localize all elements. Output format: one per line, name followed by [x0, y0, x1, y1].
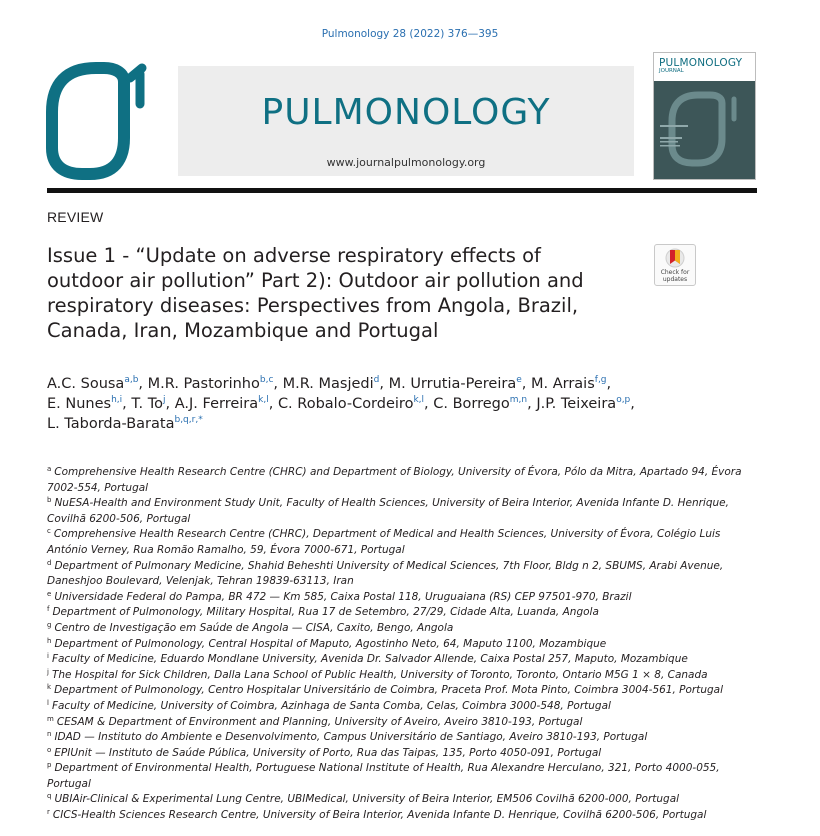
- affiliation-text: 7002-554, Portugal: [47, 481, 149, 494]
- author-affiliation-marker[interactable]: f,g: [594, 375, 607, 385]
- author-name[interactable]: C. Borrego: [433, 396, 510, 412]
- affiliation-key: e: [47, 589, 52, 598]
- journal-banner: [178, 66, 634, 176]
- cover-journal-word: JOURNAL: [659, 68, 684, 74]
- affiliation-line: [47, 605, 767, 621]
- affiliation-line: [47, 808, 767, 824]
- affiliation-item: [47, 527, 767, 558]
- author-separator: ,: [268, 396, 278, 412]
- author-separator: ,: [138, 376, 148, 392]
- affiliation-key: d: [47, 558, 52, 567]
- check-for-updates-button[interactable]: [654, 244, 696, 286]
- affiliation-text: UBIAir-Clinical & Experimental Lung Centre, UBIMedical, University of Beira Interior, EM506 Covilhã 6200-000, Portugal: [54, 793, 680, 806]
- author-name[interactable]: M. Urrutia-Pereira: [388, 376, 517, 392]
- affiliation-key: m: [47, 714, 54, 723]
- affiliation-text: Faculty of Medicine, University of Coimbra, Azinhaga de Santa Comba, Celas, Coimbra 3000-548, Portugal: [51, 699, 611, 712]
- author-affiliation-marker[interactable]: o,p: [616, 395, 631, 405]
- affiliation-text: Faculty of Medicine, Eduardo Mondlane University, Avenida Dr. Salvador Allende, Caixa Postal 257, Maputo, Mozambique: [51, 653, 688, 666]
- author-name[interactable]: L. Taborda-Barata: [47, 416, 175, 432]
- affiliation-key: r: [47, 808, 50, 817]
- journal-citation[interactable]: Pulmonology 28 (2022) 376—395: [321, 28, 499, 40]
- affiliation-text: Comprehensive Health Research Centre (CHRC) and Department of Biology, University of Évora, Pólo da Mitra, Apartado 94, Évora: [54, 466, 742, 478]
- affiliation-item: [47, 668, 767, 684]
- title-line: Issue 1 - “Update on adverse respiratory effects of: [47, 244, 541, 267]
- affiliation-text: Department of Environmental Health, Portuguese National Institute of Health, Rua Alexandre Herculano, 321, Porto 4000-055,: [54, 762, 720, 775]
- author-separator: ,: [122, 396, 132, 412]
- affiliation-text: Department of Pulmonology, Central Hospital of Maputo, Agostinho Neto, 64, Maputo 1100, Mozambique: [54, 637, 607, 650]
- author-separator: ,: [165, 396, 175, 412]
- affiliation-item: [47, 465, 767, 496]
- article-title: [47, 243, 642, 343]
- affiliation-key: p: [47, 761, 52, 770]
- title-line: Canada, Iran, Mozambique and Portugal: [47, 319, 439, 342]
- affiliation-key: n: [47, 730, 52, 739]
- author-affiliation-marker[interactable]: e: [516, 375, 522, 385]
- affiliation-key: l: [47, 698, 49, 707]
- author-separator: ,: [273, 376, 283, 392]
- affiliation-line: [47, 761, 767, 777]
- journal-cover-thumbnail[interactable]: [653, 52, 756, 180]
- affiliation-text: IDAD — Instituto do Ambiente e Desenvolvimento, Campus Universitário de Santiago, Aveiro 3810-193, Portugal: [54, 731, 648, 744]
- affiliation-key: i: [47, 652, 49, 661]
- affiliation-text: NuESA-Health and Environment Study Unit, Faculty of Health Sciences, University of Beira Interior, Avenida Infante D. Henrique,: [54, 497, 729, 510]
- affiliation-item: [47, 808, 767, 824]
- author-name[interactable]: A.C. Sousa: [47, 376, 125, 392]
- affiliation-item: [47, 761, 767, 792]
- affiliation-line: [47, 574, 767, 590]
- affiliation-key: j: [47, 667, 49, 676]
- affiliation-item: [47, 590, 767, 606]
- affiliation-item: [47, 496, 767, 527]
- affiliation-line: [47, 792, 767, 808]
- author-separator: ,: [521, 376, 531, 392]
- journal-url-link[interactable]: www.journalpulmonology.org: [326, 156, 486, 169]
- author-list: [47, 374, 767, 434]
- cover-image-panel: [654, 81, 756, 180]
- author-separator: ,: [379, 376, 389, 392]
- title-line: outdoor air pollution” Part 2): Outdoor air pollution and: [47, 269, 584, 292]
- affiliation-line: [47, 543, 767, 559]
- affiliation-item: [47, 637, 767, 653]
- affiliation-line: [47, 496, 767, 512]
- author-affiliation-marker[interactable]: m,n: [509, 395, 528, 405]
- author-name[interactable]: E. Nunes: [47, 396, 112, 412]
- journal-name: PULMONOLOGY: [261, 92, 551, 133]
- cover-logo-icon: [654, 81, 756, 180]
- title-line: respiratory diseases: Perspectives from Angola, Brazil,: [47, 294, 579, 317]
- affiliation-key: a: [47, 465, 52, 473]
- affiliation-key: h: [47, 636, 52, 645]
- affiliation-text: Department of Pulmonary Medicine, Shahid Beheshti University of Medical Sciences, 7th Floor, Bldg n 2, SBUMS, Arabi Avenue,: [54, 559, 724, 572]
- author-name[interactable]: M. Arrais: [530, 376, 595, 392]
- author-name[interactable]: A.J. Ferreira: [174, 396, 259, 412]
- affiliation-item: [47, 730, 767, 746]
- affiliation-line: [47, 652, 767, 668]
- affiliation-line: [47, 637, 767, 653]
- affiliation-line: [47, 621, 767, 637]
- affiliation-text: Daneshjoo Boulevard, Velenjak, Tehran 19839-63113, Iran: [47, 575, 354, 588]
- affiliation-item: [47, 699, 767, 715]
- affiliation-key: o: [47, 745, 52, 754]
- affiliation-key: k: [47, 683, 52, 692]
- article-type-label: REVIEW: [47, 209, 104, 225]
- affiliation-item: [47, 652, 767, 668]
- affiliation-item: [47, 559, 767, 590]
- affiliation-text: António Verney, Rua Romão Ramalho, 59, Évora 7000-671, Portugal: [47, 543, 405, 556]
- affiliation-line: [47, 715, 767, 731]
- affiliation-key: c: [47, 527, 51, 536]
- affiliation-text: CESAM & Department of Environment and Planning, University of Aveiro, Aveiro 3810-193, Portugal: [56, 715, 583, 728]
- author-affiliation-marker[interactable]: k,l: [413, 395, 425, 405]
- affiliation-line: [47, 683, 767, 699]
- affiliation-line: [47, 730, 767, 746]
- affiliation-line: [47, 699, 767, 715]
- author-affiliation-marker[interactable]: b,q,r,*: [174, 415, 203, 425]
- affiliation-text: The Hospital for Sick Children, Dalla Lana School of Public Health, University of Toronto, Toronto, Ontario M5G 1 × 8, Canada: [51, 668, 708, 681]
- affiliation-line: [47, 668, 767, 684]
- affiliation-line: [47, 590, 767, 606]
- affiliation-key: g: [47, 620, 52, 629]
- affiliation-item: [47, 605, 767, 621]
- affiliation-item: [47, 683, 767, 699]
- affiliation-line: [47, 512, 767, 528]
- author-name[interactable]: T. To: [131, 396, 164, 412]
- author-affiliation-marker[interactable]: a,b: [124, 375, 139, 385]
- author-line: [47, 414, 767, 434]
- affiliation-list: [47, 465, 767, 824]
- author-name[interactable]: C. Robalo-Cordeiro: [277, 396, 414, 412]
- affiliation-item: [47, 792, 767, 808]
- author-separator: ,: [606, 376, 612, 392]
- author-separator: ,: [527, 396, 537, 412]
- author-name[interactable]: M.R. Pastorinho: [147, 376, 260, 392]
- affiliation-line: [47, 481, 767, 497]
- author-separator: ,: [630, 396, 635, 412]
- affiliation-line: [47, 777, 767, 793]
- author-separator: ,: [424, 396, 434, 412]
- affiliation-item: [47, 715, 767, 731]
- affiliation-text: Comprehensive Health Research Centre (CHRC), Department of Medical and Health Sciences, University of Évora, Colégio Luis: [53, 528, 721, 541]
- author-name[interactable]: J.P. Teixeira: [536, 396, 617, 412]
- affiliation-key: f: [47, 605, 50, 614]
- affiliation-line: [47, 746, 767, 762]
- author-line: [47, 374, 767, 394]
- bookmark-icon: [655, 245, 695, 269]
- affiliation-text: Department of Pulmonology, Military Hospital, Rua 17 de Setembro, 27/29, Cidade Alta, Luanda, Angola: [52, 606, 599, 619]
- author-affiliation-marker[interactable]: j: [163, 395, 166, 405]
- affiliation-text: Portugal: [47, 777, 91, 790]
- check-for-updates-label: Check for updates: [660, 269, 690, 283]
- author-affiliation-marker[interactable]: d: [373, 375, 380, 385]
- affiliation-line: [47, 559, 767, 575]
- affiliation-item: [47, 621, 767, 637]
- author-affiliation-marker[interactable]: b,c: [259, 375, 274, 385]
- header-divider: [47, 188, 757, 193]
- affiliation-text: Department of Pulmonology, Centro Hospitalar Universitário de Coimbra, Praceta Prof. Mota Pinto, Coimbra 3004-561, Portugal: [54, 684, 724, 697]
- author-affiliation-marker[interactable]: k,l: [258, 395, 269, 405]
- affiliation-item: [47, 746, 767, 762]
- author-affiliation-marker[interactable]: h,i: [111, 395, 123, 405]
- affiliation-text: EPIUnit — Instituto de Saúde Pública, University of Porto, Rua das Taipas, 135, Porto 4050-091, Portugal: [54, 746, 602, 759]
- affiliation-text: Covilhã 6200-506, Portugal: [47, 512, 191, 525]
- affiliation-key: b: [47, 496, 52, 505]
- affiliation-text: CICS-Health Sciences Research Centre, University of Beira Interior, Avenida Infante D. Henrique, Covilhã 6200-506, Portugal: [52, 809, 707, 822]
- affiliation-line: [47, 527, 767, 543]
- affiliation-line: [47, 465, 767, 481]
- author-name[interactable]: M.R. Masjedi: [282, 376, 374, 392]
- journal-logo: [44, 60, 156, 180]
- cover-brand: PULMONOLOGY: [659, 57, 743, 69]
- affiliation-text: Universidade Federal do Pampa, BR 472 — Km 585, Caixa Postal 118, Uruguaiana (RS) CEP 97501-970, Brazil: [54, 590, 632, 603]
- author-line: [47, 394, 767, 414]
- affiliation-text: Centro de Investigação em Saúde de Angola — CISA, Caxito, Bengo, Angola: [54, 621, 454, 634]
- affiliation-key: q: [47, 792, 52, 801]
